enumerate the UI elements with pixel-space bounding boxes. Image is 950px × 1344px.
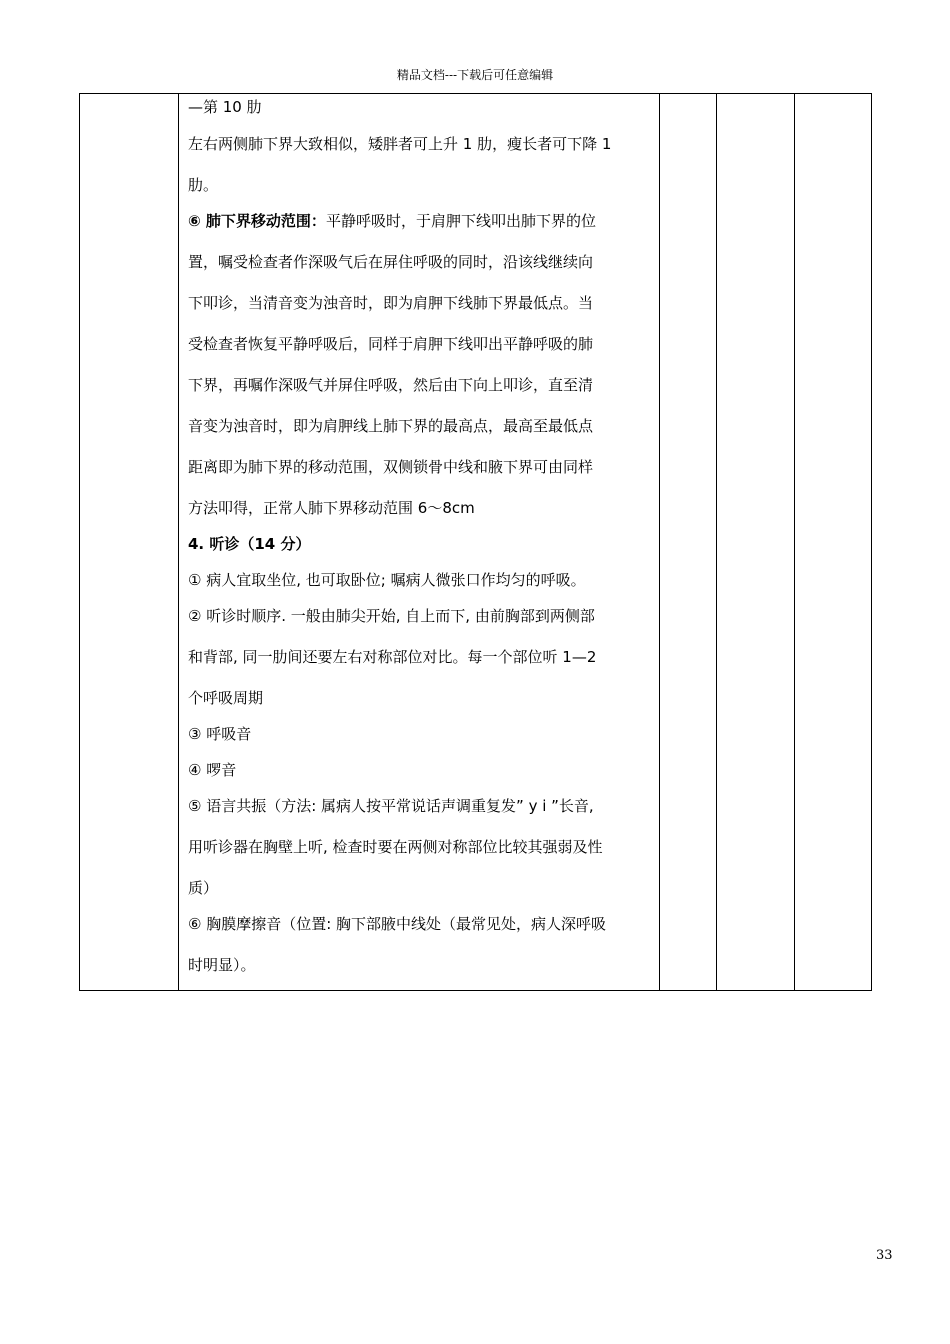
text-line: —第 10 肋 xyxy=(188,98,262,116)
text-line: 距离即为肺下界的移动范围，双侧锁骨中线和腋下界可由同样 xyxy=(188,458,594,476)
column-divider xyxy=(178,94,179,990)
column-divider xyxy=(794,94,795,990)
text-line: 肋。 xyxy=(188,176,219,194)
text-line: 和背部, 同一肋间还要左右对称部位对比。每一个部位听 1—2 xyxy=(188,648,597,666)
text-line: ⑥ 胸膜摩擦音（位置: 胸下部腋中线处（最常见处，病人深呼吸 xyxy=(188,915,607,933)
text-line: 个呼吸周期 xyxy=(188,689,264,707)
column-divider xyxy=(716,94,717,990)
text-line xyxy=(188,211,658,231)
text-line: 下界，再嘱作深吸气并屏住呼吸，然后由下向上叩诊，直至清 xyxy=(188,376,594,394)
page-header: 精品文档---下载后可任意编辑 xyxy=(396,68,554,82)
section-heading: 4. 听诊（14 分） xyxy=(188,535,311,553)
text-line: ④ 啰音 xyxy=(188,761,237,779)
text-line: ⑤ 语言共振（方法: 属病人按平常说话声调重复发” y i ”长音, xyxy=(188,797,594,815)
text-line: 用听诊器在胸壁上听, 检查时要在两侧对称部位比较其强弱及性 xyxy=(188,838,603,856)
exam-table xyxy=(79,93,872,991)
text-line: ③ 呼吸音 xyxy=(188,725,252,743)
text-line: 时明显）。 xyxy=(188,956,256,974)
text-line: 置，嘱受检查者作深吸气后在屏住呼吸的同时，沿该线继续向 xyxy=(188,253,594,271)
text-line: 下叩诊，当清音变为浊音时，即为肩胛下线肺下界最低点。当 xyxy=(188,294,594,312)
text-line: 音变为浊音时，即为肩胛线上肺下界的最高点，最高至最低点 xyxy=(188,417,594,435)
section-heading: ⑥ 肺下界移动范围： xyxy=(188,212,326,230)
text-line: 受检查者恢复平静呼吸后，同样于肩胛下线叩出平静呼吸的肺 xyxy=(188,335,594,353)
text-span: 平静呼吸时，于肩胛下线叩出肺下界的位 xyxy=(325,212,596,230)
column-divider xyxy=(659,94,660,990)
text-line: 质） xyxy=(188,879,219,897)
text-line: ② 听诊时顺序. 一般由肺尖开始, 自上而下, 由前胸部到两侧部 xyxy=(188,607,595,625)
text-line: 左右两侧肺下界大致相似，矮胖者可上升 1 肋，瘦长者可下降 1 xyxy=(188,135,612,153)
content-cell xyxy=(188,97,658,975)
text-line: 方法叩得，正常人肺下界移动范围 6～8cm xyxy=(188,499,475,517)
page-number: 33 xyxy=(876,1248,893,1263)
text-line: ① 病人宜取坐位, 也可取卧位; 嘱病人微张口作均匀的呼吸。 xyxy=(188,571,586,589)
